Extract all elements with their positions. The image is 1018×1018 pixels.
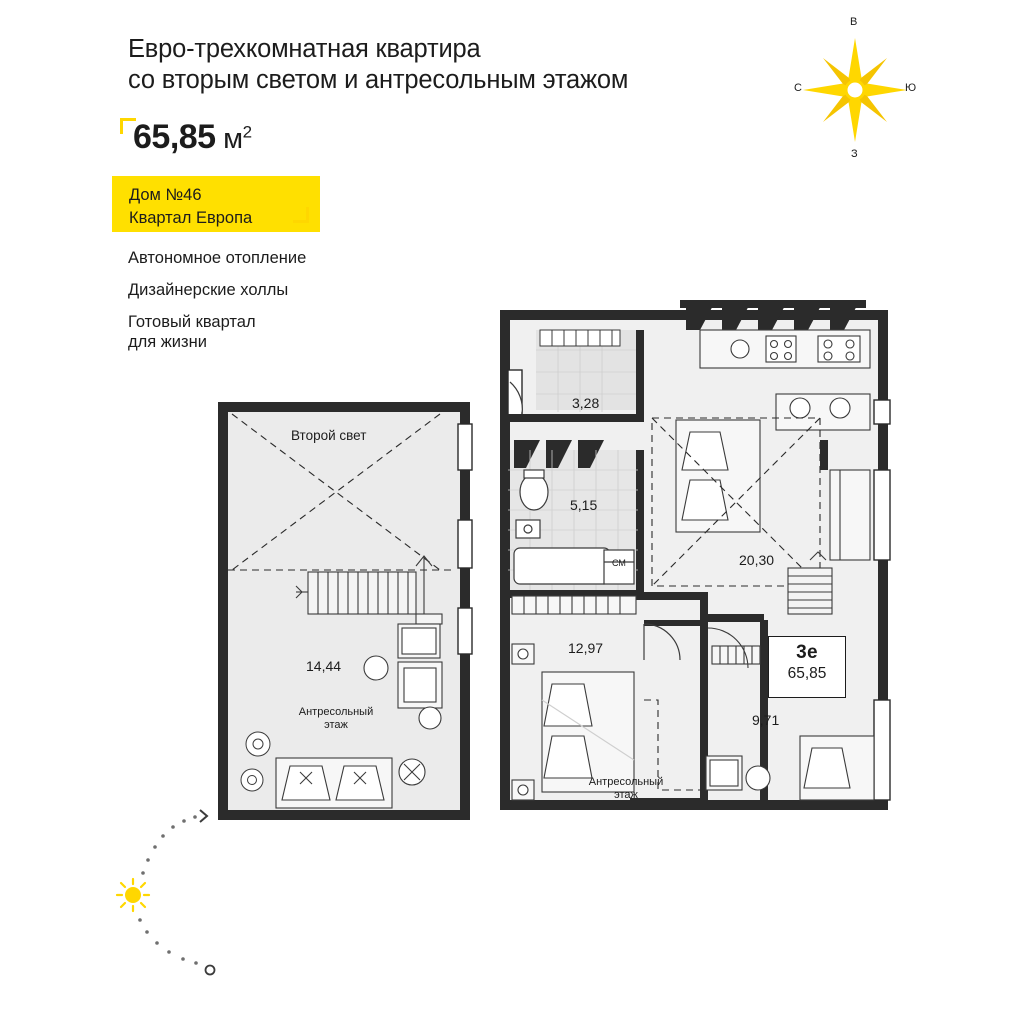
label-area-9-71: 9,71	[752, 712, 780, 728]
feature-item-1: Дизайнерские холлы	[128, 281, 289, 299]
page-title-line2: со вторым светом и антресольным этажом	[128, 66, 629, 94]
total-area-number: 65,85	[133, 118, 216, 156]
right-block	[500, 300, 890, 810]
label-area-14-44: 14,44	[306, 658, 342, 674]
label-area-5-15: 5,15	[570, 497, 598, 513]
compass-label-south: Ю	[905, 82, 917, 94]
label-second-light: Второй свет	[291, 428, 367, 443]
compass-label-north: В	[850, 16, 858, 28]
apartment-area: 65,85	[787, 665, 827, 682]
total-area-unit: м	[223, 123, 243, 155]
feature-item-0: Автономное отопление	[128, 249, 307, 267]
label-area-3-28: 3,28	[572, 395, 600, 411]
total-area-unit-exponent: 2	[242, 122, 252, 142]
label-mezzanine-center: Антресольный этаж	[588, 776, 664, 801]
label-area-12-97: 12,97	[568, 640, 604, 656]
quarter-name: Квартал Европа	[129, 209, 253, 227]
left-block	[218, 402, 472, 820]
page-title-line1: Евро-трехкомнатная квартира	[128, 35, 481, 63]
apartment-type-tag	[768, 636, 846, 698]
label-washing-machine: СМ	[612, 558, 626, 568]
label-mezzanine-left: Антресольный этаж	[298, 706, 374, 731]
apartment-rooms: 3е	[796, 642, 818, 663]
label-area-20-30: 20,30	[739, 552, 775, 568]
feature-item-2-line1: Готовый квартал	[128, 313, 256, 331]
house-number: Дом №46	[129, 186, 202, 204]
compass-label-west: З	[851, 148, 858, 160]
compass-label-east: С	[794, 82, 802, 94]
feature-item-2-line2: для жизни	[128, 333, 207, 351]
